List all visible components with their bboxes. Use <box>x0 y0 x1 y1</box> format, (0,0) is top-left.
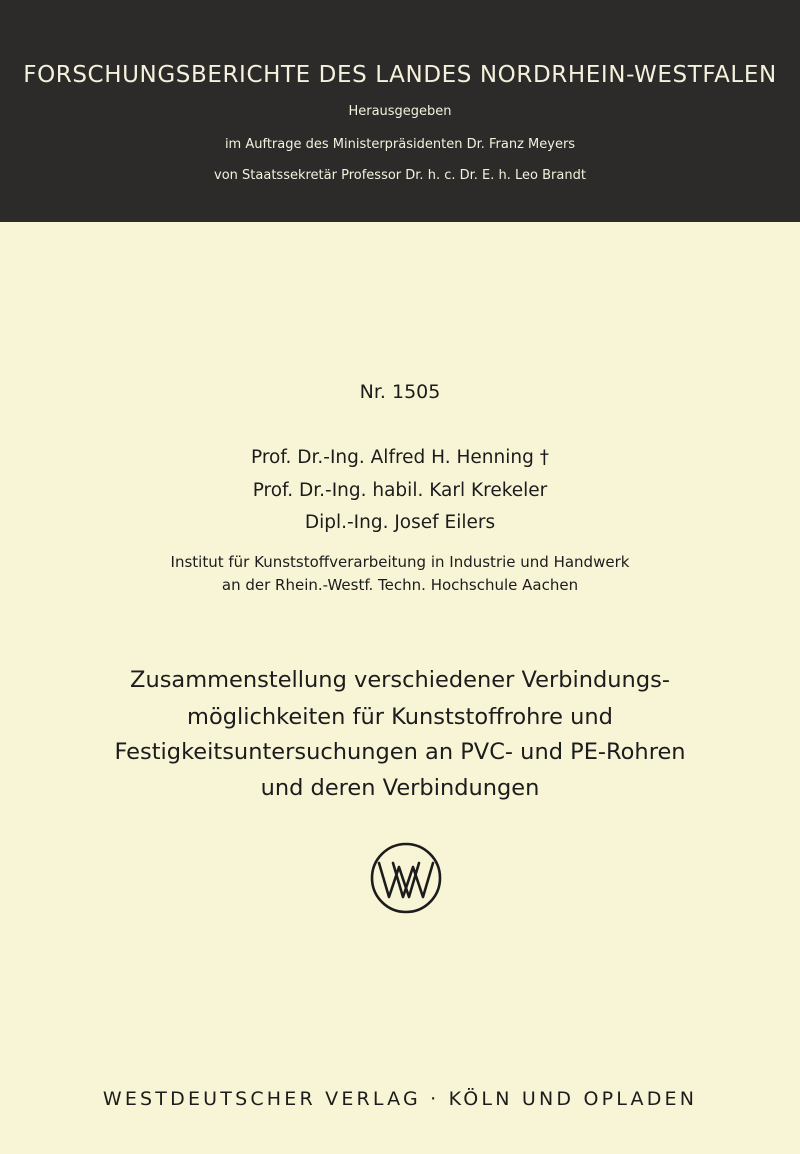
series-title: FORSCHUNGSBERICHTE DES LANDES NORDRHEIN-WESTFALEN <box>23 62 777 88</box>
author-2: Prof. Dr.-Ing. habil. Karl Krekeler <box>252 480 548 501</box>
report-number: Nr. 1505 <box>359 381 441 403</box>
institute-line-2: an der Rhein.-Westf. Techn. Hochschule Aachen <box>221 576 579 594</box>
publisher-logo-icon <box>369 841 443 915</box>
author-1: Prof. Dr.-Ing. Alfred H. Henning † <box>250 447 549 468</box>
author-3: Dipl.-Ing. Josef Eilers <box>304 512 496 533</box>
editor-line-1: Herausgegeben <box>348 104 452 119</box>
title-line-4: und deren Verbindungen <box>260 775 540 801</box>
editor-line-3: von Staatssekretär Professor Dr. h. c. Dr. E. h. Leo Brandt <box>214 168 586 183</box>
editor-line-2: im Auftrage des Ministerpräsidenten Dr. Franz Meyers <box>224 137 576 152</box>
title-line-2: möglichkeiten für Kunststoffrohre und <box>187 704 613 730</box>
institute-line-1: Institut für Kunststoffverarbeitung in Industrie und Handwerk <box>170 553 630 571</box>
title-line-3: Festigkeitsuntersuchungen an PVC- und PE-Rohren <box>114 739 686 765</box>
series-header <box>0 0 800 222</box>
title-line-1: Zusammenstellung verschiedener Verbindungs- <box>130 667 670 693</box>
publisher-line: WESTDEUTSCHER VERLAG · KÖLN UND OPLADEN <box>102 1088 698 1110</box>
